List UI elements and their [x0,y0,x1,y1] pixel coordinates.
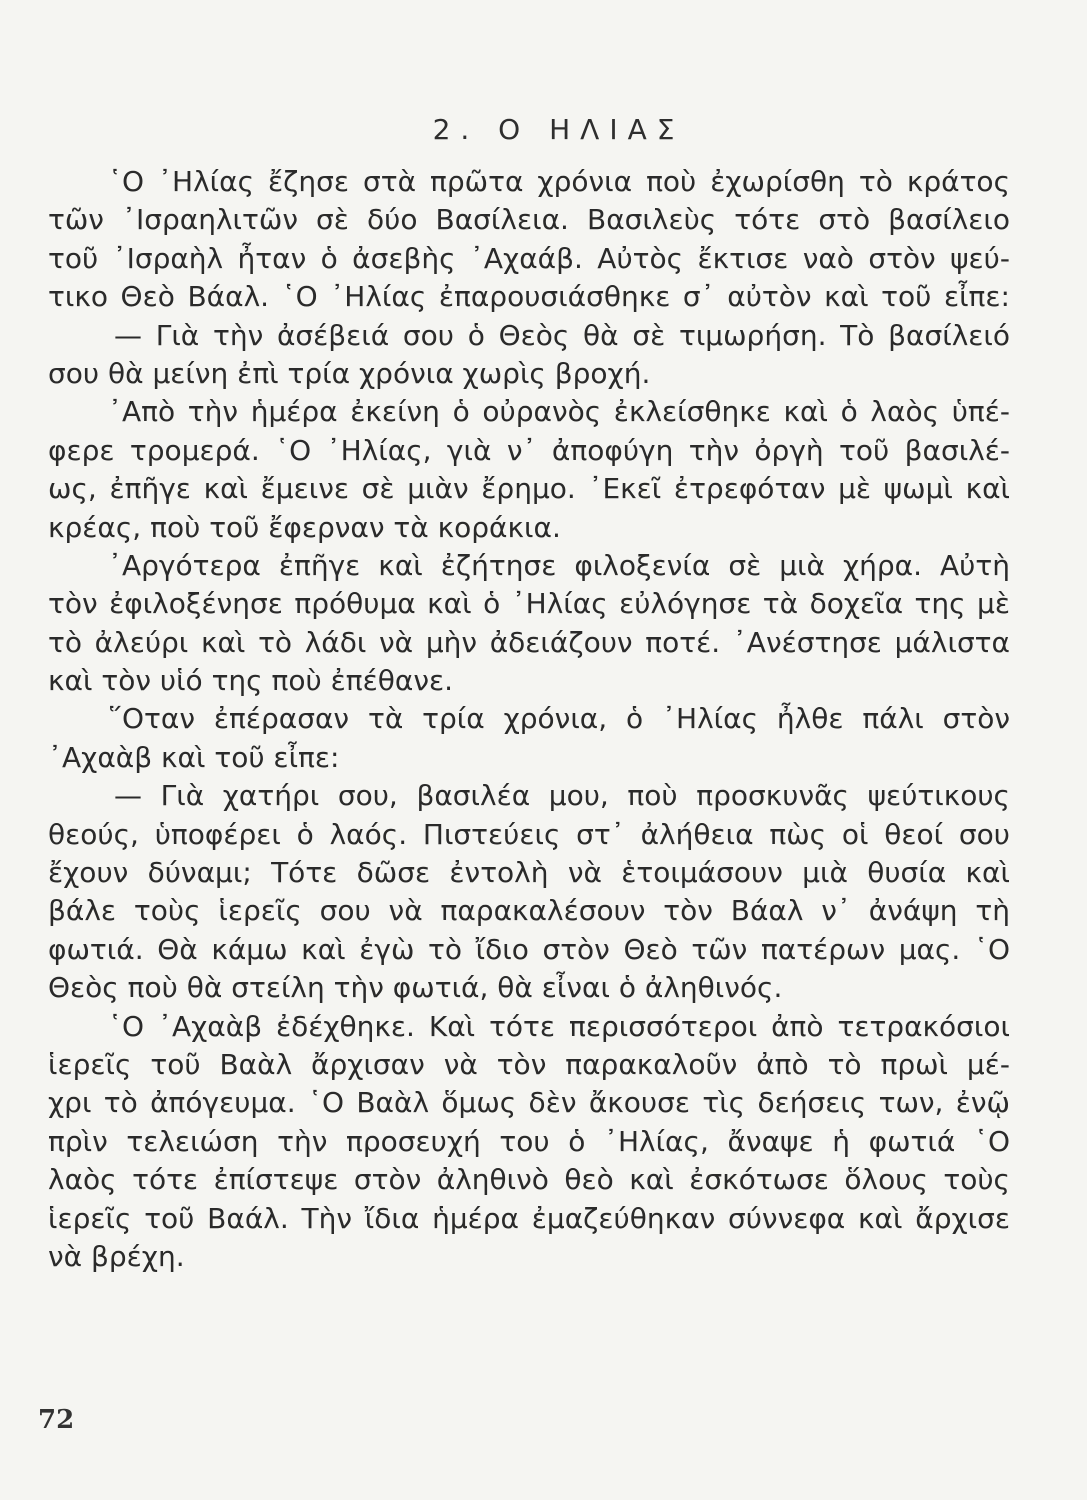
text-line: ἔχουν δύναμι; Τότε δῶσε ἐντολὴ νὰ ἑτοιμάσουν μιὰ θυσία καὶ [48,856,1010,890]
text-line: φωτιά. Θὰ κάμω καὶ ἐγὼ τὸ ἴδιο στὸν Θεὸ τῶν πατέρων μας. ῾Ο [48,932,1010,966]
paragraph [48,777,1010,1007]
text-line: λαὸς τότε ἐπίστεψε στὸν ἀληθινὸ θεὸ καὶ ἐσκότωσε ὅλους τοὺς [48,1163,1010,1197]
text-line: νὰ βρέχη. [48,1239,185,1273]
text-line: τοῦ ᾿Ισραὴλ ἦταν ὁ ἀσεβὴς ᾿Αχαάβ. Αὐτὸς ἔκτισε ναὸ στὸν ψεύ- [48,241,1010,275]
text-line: καὶ τὸν υἱό της ποὺ ἐπέθανε. [48,664,453,698]
text-line: ἱερεῖς τοῦ Βαὰλ ἄρχισαν νὰ τὸν παρακαλοῦν ἀπὸ τὸ πρωὶ μέ- [48,1047,1010,1081]
paragraph [48,393,1010,547]
text-line: τῶν ᾿Ισραηλιτῶν σὲ δύο Βασίλεια. Βασιλεὺς τότε στὸ βασίλειο [48,203,1010,237]
text-line: ἱερεῖς τοῦ Βαάλ. Τὴν ἴδια ἡμέρα ἐμαζεύθηκαν σύννεφα καὶ ἄρχισε [48,1201,1010,1235]
body-text [48,163,1010,1276]
text-line: Θεὸς ποὺ θὰ στείλη τὴν φωτιά, θὰ εἶναι ὁ ἀληθινός. [48,971,783,1005]
text-line: ῞Οταν ἐπέρασαν τὰ τρία χρόνια, ὁ ᾿Ηλίας ἦλθε πάλι στὸν [108,702,1010,736]
paragraph [48,163,1010,317]
text-line: ως, ἐπῆγε καὶ ἔμεινε σὲ μιὰν ἔρημο. ᾿Εκεῖ ἐτρεφόταν μὲ ψωμὶ καὶ [48,472,1010,506]
text-line: — Γιὰ χατήρι σου, βασιλέα μου, ποὺ προσκυνᾶς ψεύτικους [114,779,1010,813]
text-line: φερε τρομερά. ῾Ο ᾿Ηλίας, γιὰ ν᾿ ἀποφύγη τὴν ὀργὴ τοῦ βασιλέ- [48,433,1010,467]
chapter-title: 2. Ο ΗΛΙΑΣ [432,113,685,146]
paragraph [48,700,1010,777]
page-number: 72 [38,1405,75,1435]
text-line: — Γιὰ τὴν ἀσέβειά σου ὁ Θεὸς θὰ σὲ τιμωρήση. Τὸ βασίλειό [114,318,1010,352]
text-line: ᾿Απὸ τὴν ἡμέρα ἐκείνη ὁ οὐρανὸς ἐκλείσθηκε καὶ ὁ λαὸς ὑπέ- [108,395,1010,429]
text-line: σου θὰ μείνη ἐπὶ τρία χρόνια χωρὶς βροχή. [48,356,651,390]
paragraph [48,1008,1010,1277]
text-line: ᾿Αχαὰβ καὶ τοῦ εἶπε: [48,740,340,774]
text-line: ῾Ο ᾿Αχαὰβ ἐδέχθηκε. Καὶ τότε περισσότεροι ἀπὸ τετρακόσιοι [108,1009,1010,1043]
paragraph [48,317,1010,394]
text-line: ᾿Αργότερα ἐπῆγε καὶ ἐζήτησε φιλοξενία σὲ μιὰ χήρα. Αὐτὴ [108,548,1010,582]
paragraph [48,547,1010,701]
text-line: τικο Θεὸ Βάαλ. ῾Ο ᾿Ηλίας ἐπαρουσιάσθηκε σ᾿ αὐτὸν καὶ τοῦ εἶπε: [48,280,1010,314]
text-line: χρι τὸ ἀπόγευμα. ῾Ο Βαὰλ ὅμως δὲν ἄκουσε τὶς δεήσεις των, ἐνῷ [48,1086,1010,1120]
text-line: θεούς, ὑποφέρει ὁ λαός. Πιστεύεις στ᾿ ἀλήθεια πὼς οἱ θεοί σου [48,817,1010,851]
text-line: τὸν ἐφιλοξένησε πρόθυμα καὶ ὁ ᾿Ηλίας εὐλόγησε τὰ δοχεῖα της μὲ [48,587,1010,621]
text-line: πρὶν τελειώση τὴν προσευχή του ὁ ᾿Ηλίας, ἄναψε ἡ φωτιά ῾Ο [48,1124,1010,1158]
text-line: ῾Ο ᾿Ηλίας ἔζησε στὰ πρῶτα χρόνια ποὺ ἐχωρίσθη τὸ κράτος [108,165,1010,198]
text-line: τὸ ἀλεύρι καὶ τὸ λάδι νὰ μὴν ἀδειάζουν ποτέ. ᾿Ανέστησε μάλιστα [48,625,1010,659]
text-line: κρέας, ποὺ τοῦ ἔφερναν τὰ κοράκια. [48,510,561,544]
text-line: βάλε τοὺς ἱερεῖς σου νὰ παρακαλέσουν τὸν Βάαλ ν᾿ ἀνάψη τὴ [48,894,1010,928]
